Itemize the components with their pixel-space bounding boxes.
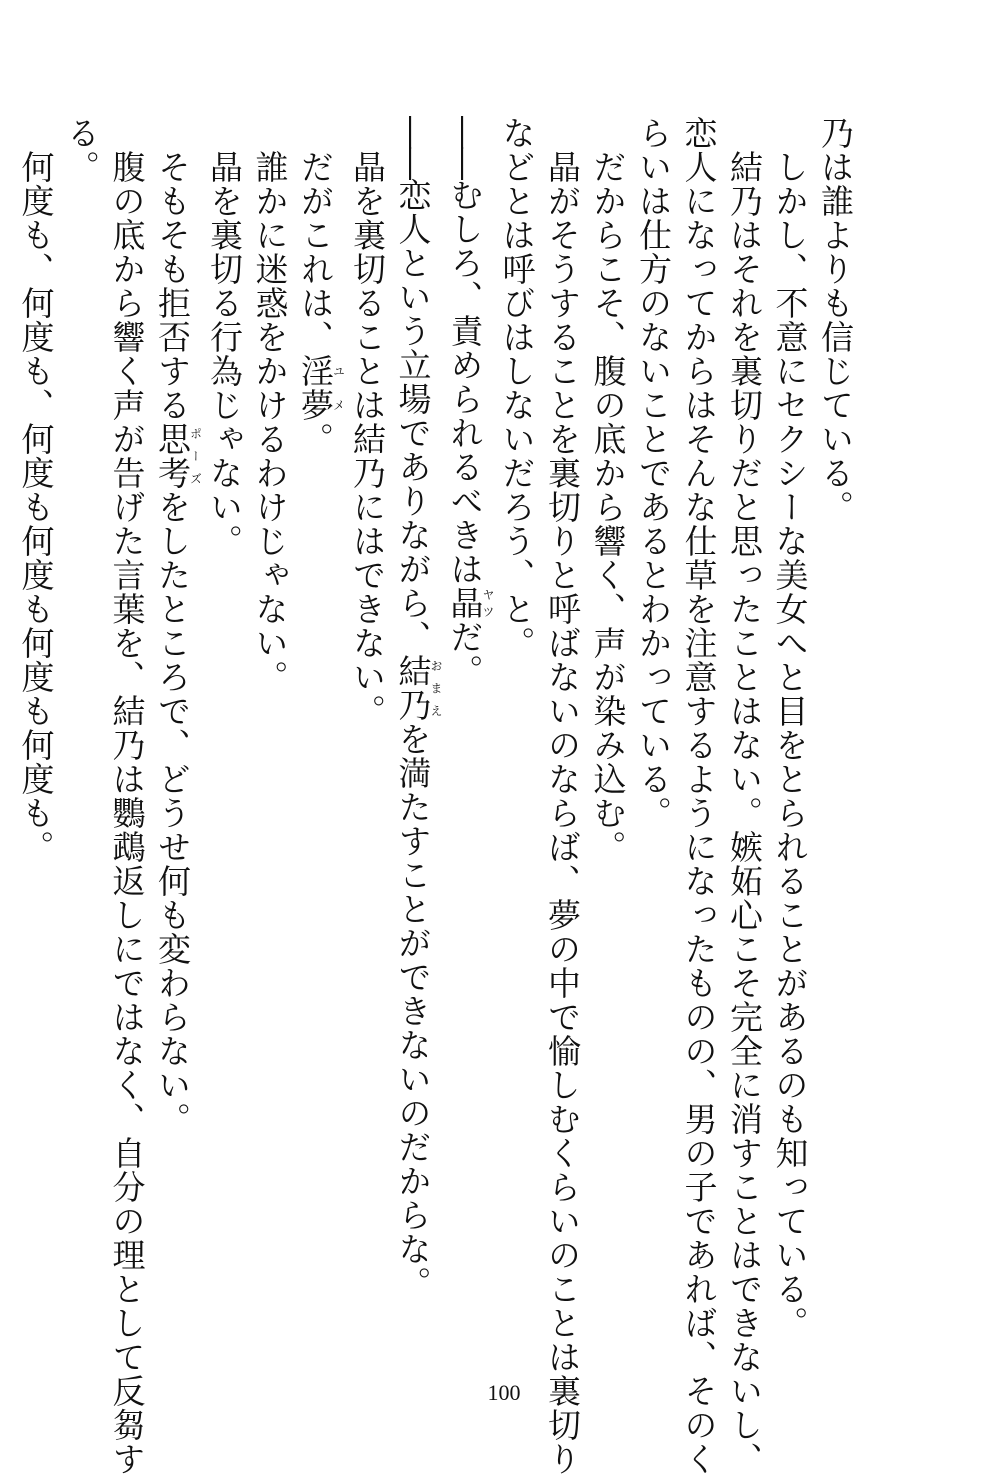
ruby-annotation: 結乃おまえ bbox=[393, 654, 443, 722]
ruby-reading: ポーズ bbox=[188, 422, 203, 490]
text-line: だからこそ、腹の底から響く、声が染み込む。 bbox=[588, 116, 628, 864]
text-line: ――むしろ、責められるべきは晶ヤツだ。 bbox=[445, 116, 495, 688]
em-dash: ―― bbox=[393, 116, 433, 178]
ruby-annotation: 晶ヤツ bbox=[445, 586, 495, 620]
text-line: 結乃はそれを裏切りだと思ったことはない。嫉妬心こそ完全に消すことはできないし、 bbox=[725, 116, 764, 1476]
text-line: 恋人になってからはそんな仕草を注意するようになったものの、男の子であれば、そのく bbox=[679, 116, 719, 1476]
text-line: 何度も、何度も、何度も何度も何度も何度も。 bbox=[16, 116, 56, 864]
text-line: る。 bbox=[62, 116, 101, 184]
text-line: 晶を裏切ることは結乃にはできない。 bbox=[348, 116, 387, 728]
text-line: ――恋人という立場でありながら、結乃おまえを満たすことができないのだからな。 bbox=[393, 116, 443, 1300]
ruby-reading: おまえ bbox=[429, 654, 443, 722]
ruby-reading: ユメ bbox=[331, 354, 346, 422]
em-dash: ―― bbox=[445, 116, 485, 178]
ruby-annotation: 淫夢ユメ bbox=[296, 354, 346, 422]
text-line: 誰かに迷惑をかけるわけじゃない。 bbox=[250, 116, 290, 694]
text-line: しかし、不意にセクシーな美女へと目をとられることがあるのも知っている。 bbox=[770, 116, 810, 1340]
text-line: そもそも拒否する思考ポーズをしたところで、どうせ何も変わらない。 bbox=[153, 116, 203, 1136]
text-line: らいは仕方のないことであるとわかっている。 bbox=[634, 116, 673, 830]
text-line: 乃は誰よりも信じている。 bbox=[816, 116, 855, 524]
text-line: 腹の底から響く声が告げた言葉を、結乃は鸚鵡返しにではなく、自分の理として反芻す bbox=[107, 116, 147, 1476]
ruby-reading: ヤツ bbox=[481, 586, 495, 620]
page-number: 100 bbox=[487, 1380, 521, 1405]
text-line: などとは呼びはしないだろう、と。 bbox=[497, 116, 537, 660]
text-line: だがこれは、淫夢ユメ。 bbox=[296, 116, 346, 456]
text-line: 晶がそうすることを裏切りと呼ばないのならば、夢の中で愉しむくらいのことは裏切り bbox=[543, 116, 582, 1476]
text-line: 晶を裏切る行為じゃない。 bbox=[205, 116, 244, 558]
ruby-annotation: 思考ポーズ bbox=[153, 422, 203, 490]
